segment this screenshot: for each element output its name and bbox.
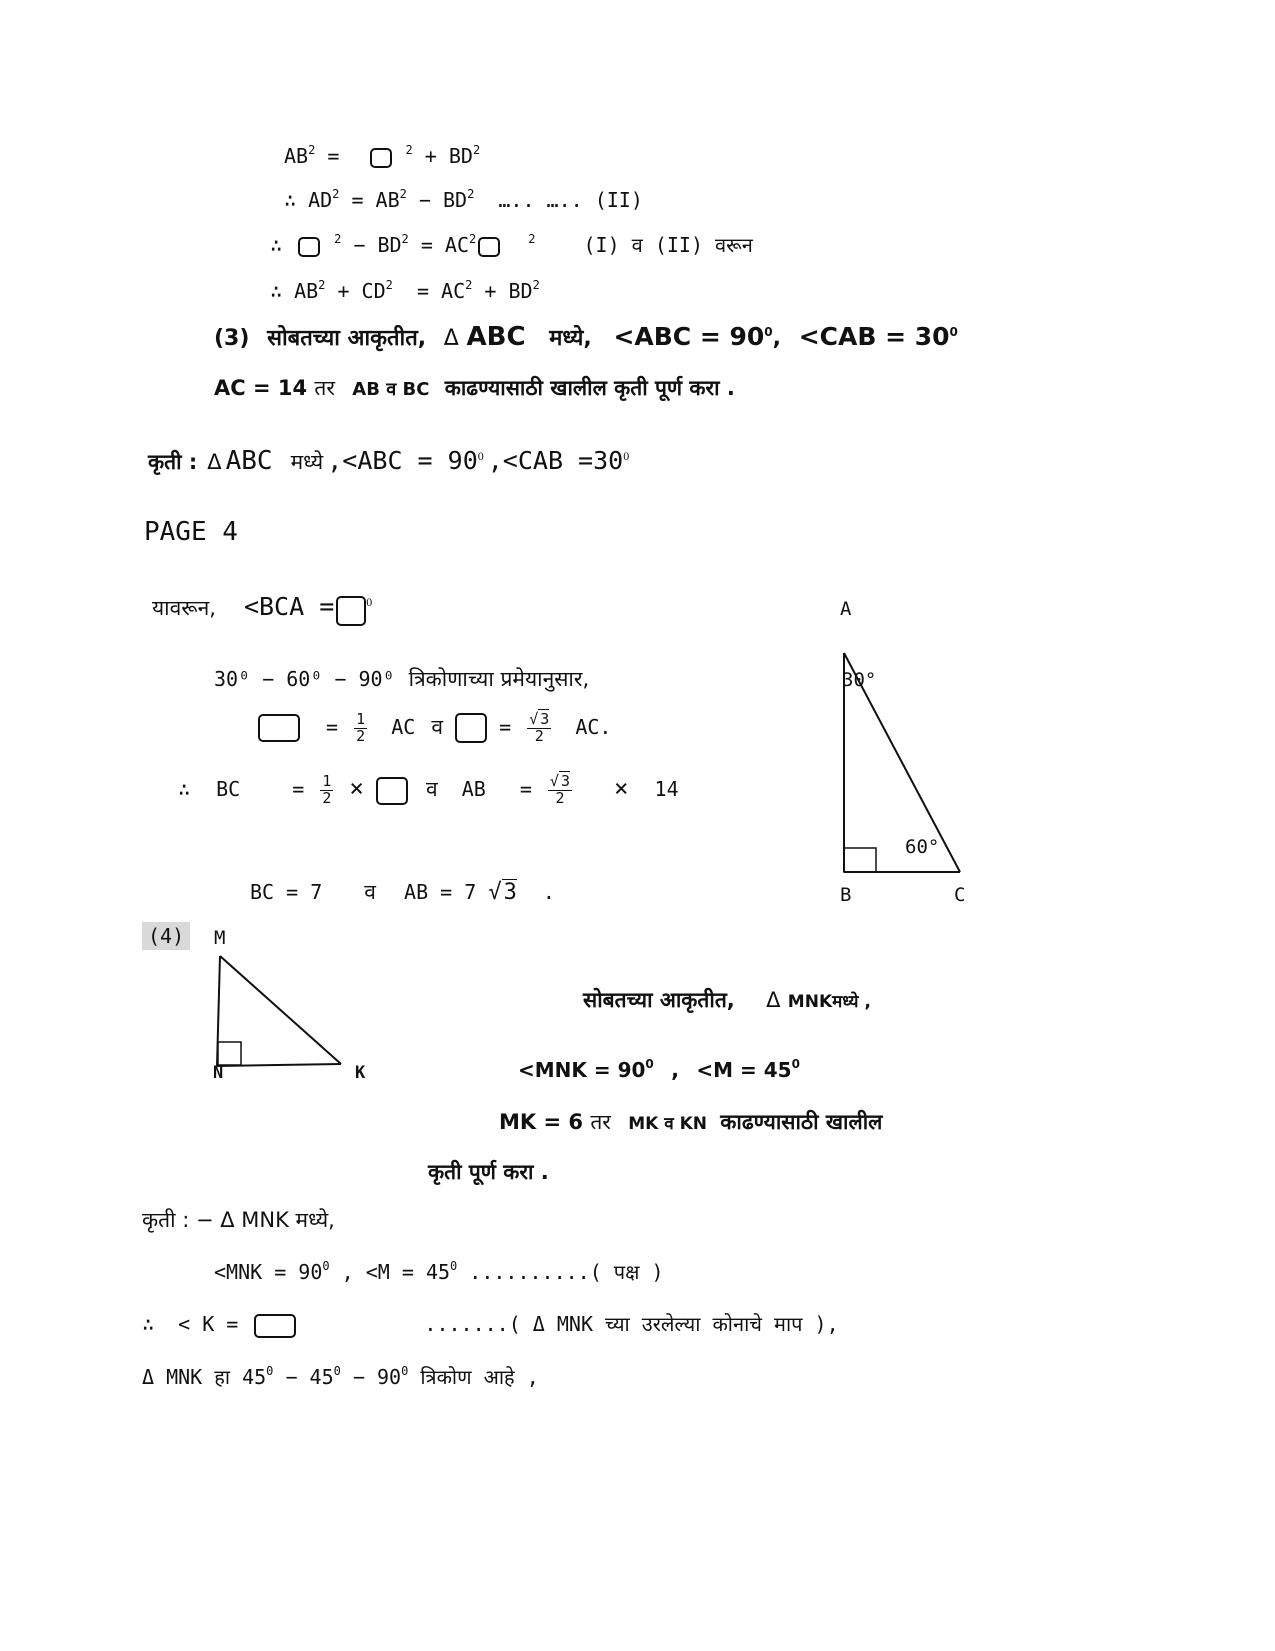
angle-a-label: 30°	[842, 669, 877, 691]
bca-line: यावरून, <BCA = $^0$	[152, 592, 372, 626]
blank-box[interactable]	[376, 777, 408, 805]
right-angle-mark	[218, 1042, 241, 1065]
ratio-line: = $\frac{1}{2}$ AC व = $\frac{√ 3}{2}$ AC.	[258, 712, 611, 745]
kruti-2-angle-k: ∴ < K = .......( Δ MNK च्या उरलेल्या कोनाचे माप ),	[142, 1312, 839, 1336]
blank-box[interactable]	[370, 148, 392, 168]
right-angle-mark	[844, 848, 876, 872]
vertex-m-label: M	[214, 927, 226, 949]
page-label: PAGE 4	[144, 517, 238, 547]
proof-line-3: ∴ $^2 - BD^2 = AC^2$ $^2$ (I) व (II) वरून	[270, 232, 753, 257]
blank-box[interactable]	[455, 713, 487, 743]
q3-instruction: AC = 14 तर AB व BC काढण्यासाठी खालील कृती पूर्ण करा .	[214, 376, 735, 400]
q4-number: (4)	[142, 924, 190, 948]
q4-statement-3: MK = 6 तर MK व KN काढण्यासाठी खालील	[499, 1110, 883, 1134]
proof-line-1: $AB^2 = ^2 + BD^2$	[284, 143, 481, 168]
blank-box[interactable]	[336, 596, 366, 626]
blank-box[interactable]	[478, 237, 500, 257]
final-line: BC = 7 व AB = 7 √3 .	[250, 880, 555, 905]
kruti-2-given: $<MNK = 90^0$ , $<M = 45^0$ ..........( पक्ष )	[214, 1259, 664, 1284]
vertex-c-label: C	[954, 884, 966, 906]
q4-statement-4: कृती पूर्ण करा .	[428, 1160, 549, 1184]
q3-statement: (3) सोबतच्या आकृतीत, Δ ABC मध्ये, $<ABC = 90^0$, $<CAB = 30^0$	[214, 322, 958, 352]
proof-line-2: ∴ $AD^2 = AB^2 - BD^2$ ….. ….. (II)	[284, 187, 643, 212]
q4-statement-1: सोबतच्या आकृतीत, Δ MNKमध्ये ,	[583, 988, 871, 1012]
calc-line: ∴ BC = $\frac{1}{2}$ × व AB = $\frac{√ 3}{2}$ × 14	[178, 772, 679, 807]
kruti-2-label: कृती : − Δ MNK मध्ये,	[142, 1208, 335, 1232]
q4-statement-2: $<MNK = 90^0$ , $<M = 45^0$	[518, 1057, 800, 1082]
blank-box[interactable]	[258, 714, 300, 742]
proof-line-4: ∴ $AB^2 + CD^2 = AC^2 + BD^2$	[270, 278, 540, 303]
blank-box[interactable]	[254, 1314, 296, 1338]
kruti-1: कृती : Δ ABC मध्ये $,<ABC = 90^0$ $,<CAB =30^0$	[148, 446, 630, 476]
side-mk	[220, 956, 341, 1064]
kruti-2-conclusion: Δ MNK हा $45^0 - 45^0 - 90^0$ त्रिकोण आहे ,	[142, 1364, 539, 1389]
vertex-k-label: K	[355, 1063, 366, 1083]
vertex-b-label: B	[840, 884, 852, 906]
triangle-mnk-figure	[205, 925, 385, 1085]
vertex-n-label: N	[213, 1063, 224, 1083]
vertex-a-label: A	[840, 598, 852, 620]
angle-c-label: 60°	[905, 836, 940, 858]
triangle-abc-figure	[830, 595, 980, 905]
blank-box[interactable]	[298, 237, 320, 257]
theorem-line: 30⁰ − 60⁰ − 90⁰ त्रिकोणाच्या प्रमेयानुसार,	[214, 667, 590, 691]
